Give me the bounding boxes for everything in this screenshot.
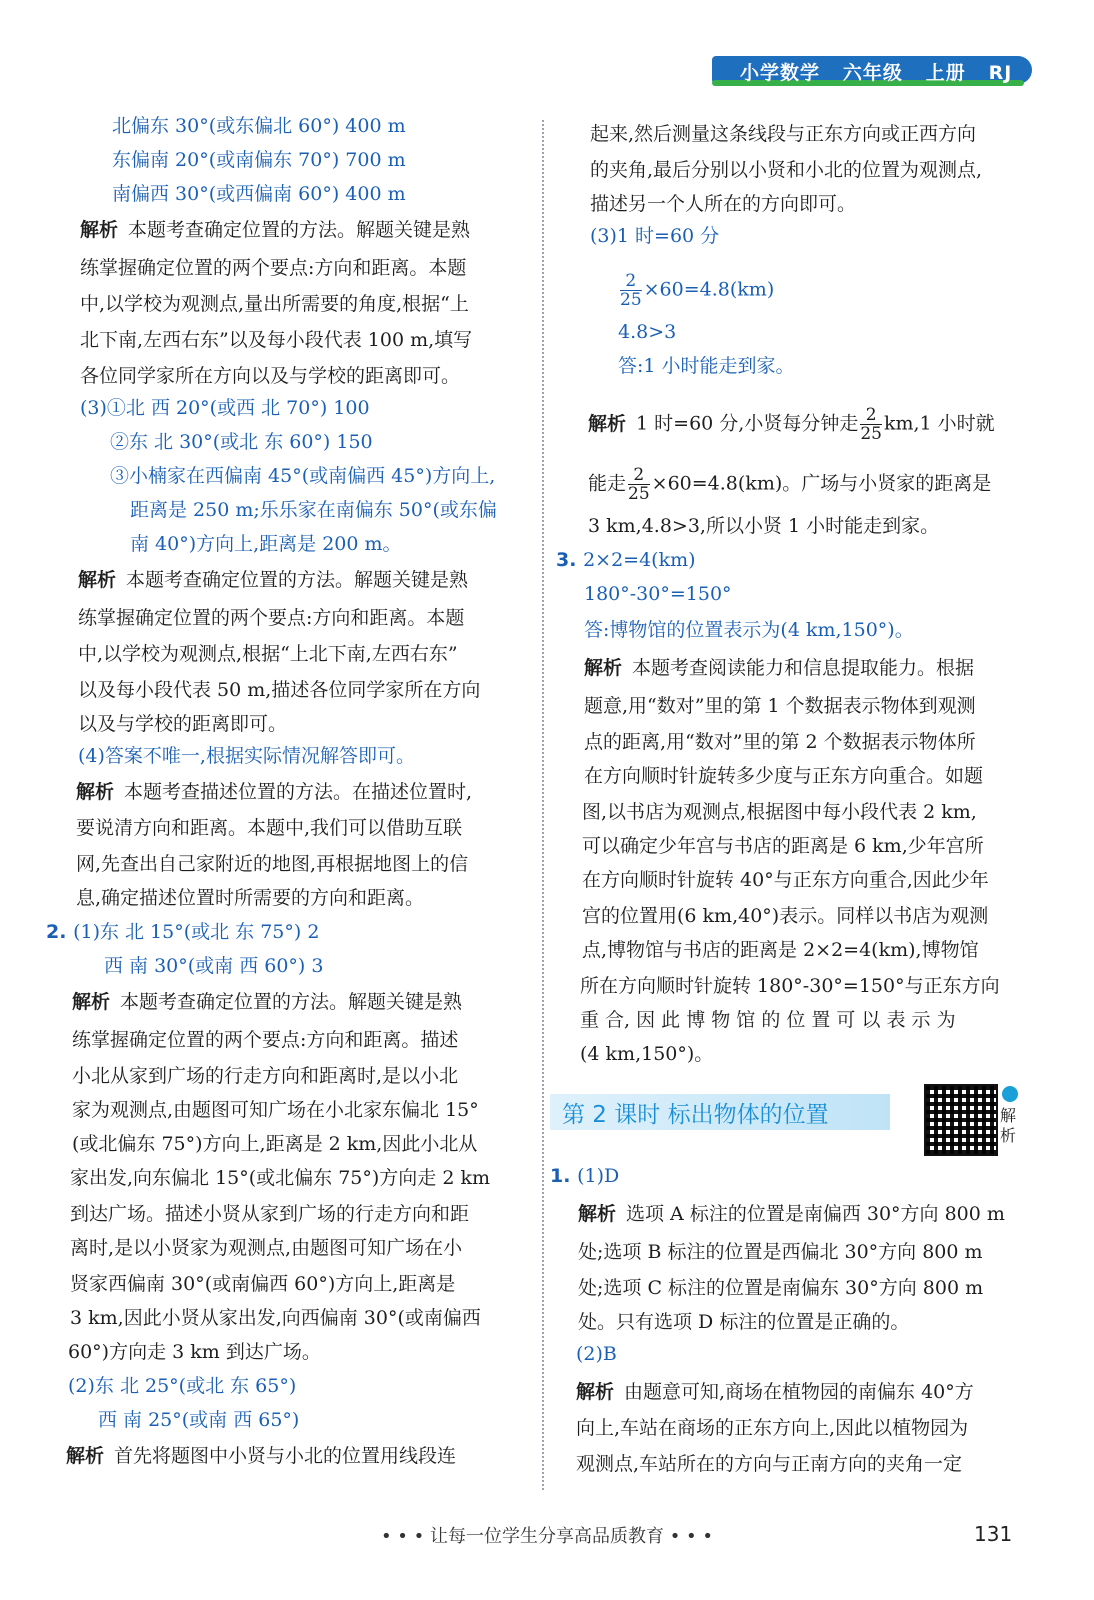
text-run: 宫的位置用(6 km,40°)表示。同样以书店为观测 [582, 905, 989, 927]
text-run: (1)D [577, 1165, 620, 1187]
text-run: 处;选项 B 标注的位置是西偏北 30°方向 800 m [578, 1241, 983, 1263]
text-run: 选项 A 标注的位置是南偏西 30°方向 800 m [626, 1203, 1005, 1225]
text-run: 起来,然后测量这条线段与正东方向或正西方向 [590, 123, 977, 145]
text-run: 东偏南 20°(或南偏东 70°) 700 m [112, 149, 406, 171]
left-text-line [80, 328, 472, 352]
right-text-line [576, 1452, 962, 1476]
text-run: (3)①北 西 20°(或西 北 70°) 100 [80, 397, 370, 419]
left-text-line [76, 852, 468, 876]
analysis-label: 解析 [80, 219, 119, 241]
text-run: 观测点,车站所在的方向与正南方向的夹角一定 [576, 1453, 963, 1475]
left-text-line [72, 990, 462, 1014]
right-text-line [556, 548, 696, 572]
analysis-label: 解析 [76, 781, 115, 803]
left-text-line [76, 780, 472, 804]
right-text-line [590, 122, 976, 146]
left-text-line [68, 1374, 296, 1398]
left-text-line [110, 430, 373, 454]
text-run: (3)1 时=60 分 [590, 225, 720, 247]
right-text-line [582, 800, 977, 824]
left-text-line [72, 1132, 477, 1156]
right-text-line [618, 354, 795, 378]
text-run: (4 km,150°)。 [580, 1043, 714, 1065]
text-run: 图,以书店为观测点,根据图中每小段代表 2 km, [582, 801, 977, 823]
page-number: 131 [974, 1522, 1013, 1546]
question-number: 2. [46, 921, 74, 943]
right-text-line [584, 618, 914, 642]
left-text-line [80, 256, 466, 280]
right-text-line [582, 938, 979, 962]
text-run: 到达广场。描述小贤从家到广场的行走方向和距 [70, 1203, 470, 1225]
left-text-line [72, 1064, 458, 1088]
left-text-line [78, 712, 287, 736]
left-text-line [76, 886, 424, 910]
section-title: 第 2 课时 标出物体的位置 [562, 1102, 829, 1128]
right-text-line [584, 656, 974, 680]
text-run: 离时,是以小贤家为观测点,由题图可知广场在小 [70, 1237, 463, 1259]
right-text-line [590, 224, 719, 248]
text-run: ③小楠家在西偏南 45°(或南偏西 45°)方向上, [110, 465, 496, 487]
text-run: 3 km,4.8>3,所以小贤 1 小时能走到家。 [588, 515, 940, 537]
left-text-line [70, 1166, 490, 1190]
fraction-denominator: 25 [628, 484, 650, 504]
analysis-label: 解析 [72, 991, 111, 1013]
left-text-line [76, 816, 462, 840]
left-text-line [112, 148, 406, 172]
left-text-line [78, 744, 415, 768]
text-run: ×60=4.8(km)。广场与小贤家的距离是 [651, 472, 992, 495]
fraction [620, 272, 642, 309]
fraction-numerator: 2 [865, 405, 877, 425]
text-run: 北偏东 30°(或东偏北 60°) 400 m [112, 115, 406, 137]
text-run: 答:1 小时能走到家。 [618, 355, 795, 377]
analysis-label: 解析 [584, 657, 623, 679]
fraction-numerator: 2 [625, 271, 637, 291]
text-run: 小北从家到广场的行走方向和距离时,是以小北 [72, 1065, 459, 1087]
header-subject: 小学数学 [740, 62, 821, 84]
text-run: 答:博物馆的位置表示为(4 km,150°)。 [584, 619, 914, 641]
right-text-line [590, 192, 856, 216]
header-volume: 上册 [925, 62, 966, 84]
left-text-line [130, 532, 402, 556]
text-run: 可以确定少年宫与书店的距离是 6 km,少年宫所 [582, 835, 984, 857]
text-run: 4.8>3 [618, 321, 677, 343]
text-run: 北下南,左西右东”以及每小段代表 100 m,填写 [80, 329, 473, 351]
play-icon [1002, 1086, 1018, 1102]
left-text-line [70, 1236, 462, 1260]
right-text-line [578, 1202, 1005, 1226]
text-run: 在方向顺时针旋转多少度与正东方向重合。如题 [584, 765, 984, 787]
text-run: 处。只有选项 D 标注的位置是正确的。 [578, 1311, 910, 1333]
text-run: 点,博物馆与书店的距离是 2×2=4(km),博物馆 [582, 939, 979, 961]
left-text-line [78, 642, 458, 666]
right-text-line [580, 1008, 956, 1032]
left-text-line [130, 498, 497, 522]
header-grade: 六年级 [842, 62, 903, 84]
text-run: 60°)方向走 3 km 到达广场。 [68, 1341, 321, 1363]
text-run: 重 合, 因 此 博 物 馆 的 位 置 可 以 表 示 为 [580, 1009, 956, 1031]
right-text-line [576, 1416, 968, 1440]
fraction-numerator: 2 [633, 465, 645, 485]
text-run: 由题意可知,商场在植物园的南偏东 40°方 [624, 1381, 974, 1403]
left-text-line [110, 464, 495, 488]
text-run: 3 km,因此小贤从家出发,向西偏南 30°(或南偏西 [70, 1307, 481, 1329]
right-text-line [588, 406, 995, 443]
text-run: 1 时=60 分,小贤每分钟走 [636, 412, 859, 435]
text-run: 家出发,向东偏北 15°(或北偏东 75°)方向走 2 km [70, 1167, 490, 1189]
text-run: 首先将题图中小贤与小北的位置用线段连 [114, 1445, 457, 1467]
left-text-line [78, 606, 464, 630]
footer-slogan: • • • 让每一位学生分享高品质教育 • • • [380, 1526, 714, 1547]
left-text-line [72, 1028, 458, 1052]
right-text-line [584, 694, 976, 718]
text-run: 点的距离,用“数对”里的第 2 个数据表示物体所 [584, 731, 976, 753]
text-run: 180°-30°=150° [584, 583, 732, 605]
text-run: 的夹角,最后分别以小贤和小北的位置为观测点, [590, 159, 983, 181]
fraction-denominator: 25 [860, 424, 882, 444]
text-run: (2)东 北 25°(或北 东 65°) [68, 1375, 297, 1397]
left-text-line [104, 954, 323, 978]
analysis-label: 解析 [588, 412, 627, 435]
text-run: (2)B [576, 1343, 617, 1365]
text-run: (1)东 北 15°(或北 东 75°) 2 [73, 921, 320, 943]
text-run: 西 南 25°(或南 西 65°) [98, 1409, 300, 1431]
text-run: 本题考查描述位置的方法。在描述位置时, [124, 781, 473, 803]
text-run: 南 40°)方向上,距离是 200 m。 [130, 533, 402, 555]
left-text-line [68, 1340, 321, 1364]
text-run: (4)答案不唯一,根据实际情况解答即可。 [78, 745, 415, 767]
fraction-denominator: 25 [620, 290, 642, 310]
question-number: 1. [550, 1165, 578, 1187]
analysis-label: 解析 [578, 1203, 617, 1225]
text-run: (或北偏东 75°)方向上,距离是 2 km,因此小北从 [72, 1133, 478, 1155]
right-text-line [582, 904, 988, 928]
right-text-line [576, 1342, 617, 1366]
left-text-line [70, 1272, 455, 1296]
left-text-line [112, 114, 406, 138]
fraction [628, 466, 650, 503]
text-run: 南偏西 30°(或西偏南 60°) 400 m [112, 183, 406, 205]
right-text-line [584, 730, 976, 754]
analysis-label: 解析 [78, 569, 117, 591]
text-run: 各位同学家所在方向以及与学校的距离即可。 [80, 365, 461, 387]
left-text-line [80, 218, 470, 242]
right-text-line [584, 582, 732, 606]
text-run: 西 南 30°(或南 西 60°) 3 [104, 955, 324, 977]
text-run: 2×2=4(km) [583, 549, 696, 571]
header-title [740, 58, 1012, 85]
text-run: 中,以学校为观测点,根据“上北下南,左西右东” [78, 643, 458, 665]
text-run: 网,先查出自己家附近的地图,再根据地图上的信 [76, 853, 469, 875]
text-run: 要说清方向和距离。本题中,我们可以借助互联 [76, 817, 463, 839]
text-run: 家为观测点,由题图可知广场在小北家东偏北 15° [72, 1099, 479, 1121]
text-run: 题意,用“数对”里的第 1 个数据表示物体到观测 [584, 695, 976, 717]
column-divider [542, 120, 544, 1490]
left-text-line [70, 1306, 481, 1330]
text-run: 能走 [588, 472, 627, 495]
text-run: ×60=4.8(km) [643, 278, 775, 301]
text-run: 向上,车站在商场的正东方向上,因此以植物园为 [576, 1417, 969, 1439]
right-text-line [578, 1310, 909, 1334]
right-text-line [576, 1380, 974, 1404]
right-text-line [580, 1042, 713, 1066]
analysis-label: 解析 [576, 1381, 615, 1403]
fraction [860, 406, 882, 443]
left-text-line [80, 364, 460, 388]
text-run: 距离是 250 m;乐乐家在南偏东 50°(或东偏 [130, 499, 497, 521]
right-text-line [578, 1276, 983, 1300]
left-text-line [98, 1408, 299, 1432]
text-run: 描述另一个人所在的方向即可。 [590, 193, 857, 215]
left-text-line [66, 1444, 456, 1468]
right-text-line [588, 514, 939, 538]
text-run: 本题考查确定位置的方法。解题关键是熟 [128, 219, 471, 241]
text-run: 处;选项 C 标注的位置是南偏东 30°方向 800 m [578, 1277, 984, 1299]
right-text-line [578, 1240, 983, 1264]
right-text-line [582, 868, 989, 892]
left-text-line [46, 920, 319, 944]
right-text-line [588, 466, 991, 503]
header-edition: RJ [988, 62, 1013, 84]
left-text-line [80, 292, 469, 316]
left-text-line [72, 1098, 479, 1122]
left-text-line [80, 396, 370, 420]
left-text-line [78, 678, 480, 702]
text-run: 练掌握确定位置的两个要点:方向和距离。本题 [80, 257, 467, 279]
text-run: 中,以学校为观测点,量出所需要的角度,根据“上 [80, 293, 469, 315]
text-run: 以及每小段代表 50 m,描述各位同学家所在方向 [78, 679, 481, 701]
text-run: 本题考查阅读能力和信息提取能力。根据 [632, 657, 975, 679]
right-text-line [590, 158, 982, 182]
text-run: 练掌握确定位置的两个要点:方向和距离。本题 [78, 607, 465, 629]
text-run: 练掌握确定位置的两个要点:方向和距离。描述 [72, 1029, 459, 1051]
text-run: 以及与学校的距离即可。 [78, 713, 288, 735]
text-run: 本题考查确定位置的方法。解题关键是熟 [126, 569, 469, 591]
text-run: 息,确定描述位置时所需要的方向和距离。 [76, 887, 425, 909]
qr-code-icon[interactable] [924, 1084, 998, 1156]
text-run: 所在方向顺时针旋转 180°-30°=150°与正东方向 [580, 975, 1000, 997]
left-text-line [78, 568, 468, 592]
left-text-line [70, 1202, 469, 1226]
question-number: 3. [556, 549, 584, 571]
text-run: km,1 小时就 [883, 412, 995, 435]
text-run: 贤家西偏南 30°(或南偏西 60°)方向上,距离是 [70, 1273, 456, 1295]
right-text-line [618, 272, 774, 309]
right-text-line [618, 320, 676, 344]
right-text-line [580, 974, 1000, 998]
left-text-line [112, 182, 406, 206]
right-text-line [550, 1164, 619, 1188]
text-run: 在方向顺时针旋转 40°与正东方向重合,因此少年 [582, 869, 989, 891]
text-run: 本题考查确定位置的方法。解题关键是熟 [120, 991, 463, 1013]
right-text-line [584, 764, 983, 788]
analysis-label: 解析 [66, 1445, 105, 1467]
qr-label: 解析 [1000, 1106, 1017, 1145]
right-text-line [582, 834, 984, 858]
text-run: ②东 北 30°(或北 东 60°) 150 [110, 431, 373, 453]
